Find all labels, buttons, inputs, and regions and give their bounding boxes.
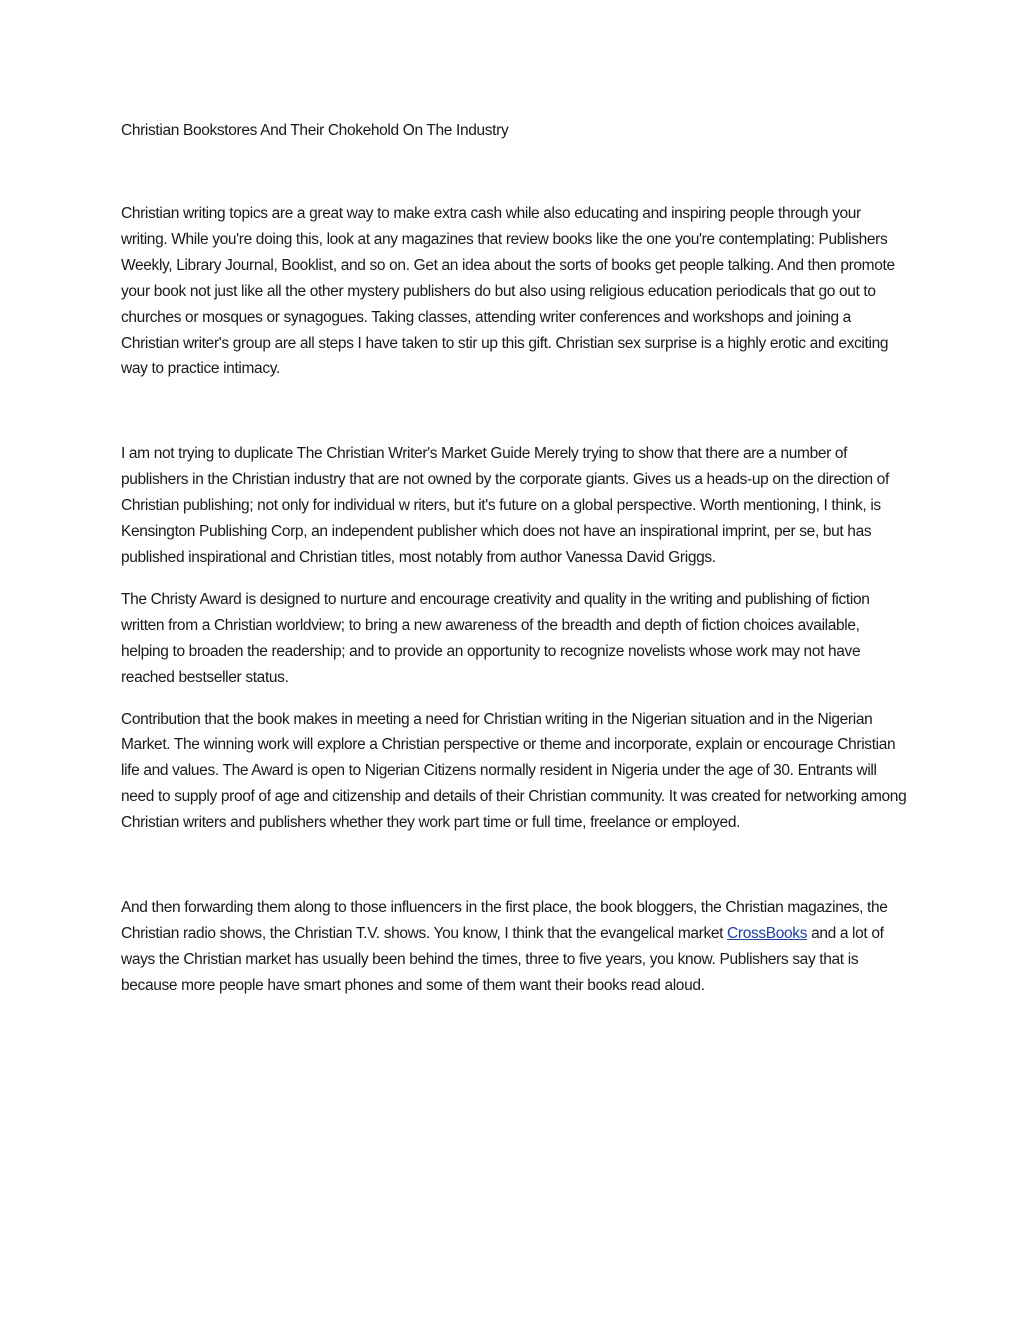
paragraph-nigerian-award: Contribution that the book makes in meeting a need for Christian writing in the Nigerian situation and in the Nigerian Market. The winning work will explore a Christian perspective or theme and incorporate, explain or encourage Christian life and values. The Award is open to Nigerian Citizens normally resident in Nigeria under the age of 30. Entrants will need to supply proof of age and citizenship and details of their Christian community. It was created for networking among Christian writers and publishers whether they work part time or full time, freelance or employed. <box>121 710 907 832</box>
paragraph-christy-award: The Christy Award is designed to nurture and encourage creativity and quality in the writing and publishing of fiction written from a Christian worldview; to bring a new awareness of the breadth and depth of fiction choices available, helping to broaden the readership; and to provide an opportunity to recognize novelists whose work may not have reached bestseller status. <box>121 590 870 686</box>
document-page <box>121 118 911 999</box>
crossbooks-link[interactable]: CrossBooks <box>727 924 808 942</box>
paragraph-influencers-text-start: And then forwarding them along to those influencers in the first place, the book bloggers, the Christian magazines, the Christian radio shows, the Christian T.V. shows. You know, I think that the evangelical market <box>121 899 888 942</box>
paragraph-publishers: I am not trying to duplicate The Christian Writer's Market Guide Merely trying to show that there are a number of publishers in the Christian industry that are not owned by the corporate giants. Gives us a heads-up on the direction of Christian publishing; not only for individual w riters, but it's future on a global perspective. Worth mentioning, I think, is Kensington Publishing Corp, an independent publisher which does not have an inspirational imprint, per se, but has published inspirational and Christian titles, most notably from author Vanessa David Griggs. <box>121 445 889 566</box>
paragraph-influencers-text-end: and a lot of ways the Christian market has usually been behind the times, three to five years, you know. Publishers say that is because more people have smart phones and some of them want their books read aloud. <box>121 924 884 994</box>
paragraph-writing-topics: Christian writing topics are a great way to make extra cash while also educating and inspiring people through your writing. While you're doing this, look at any magazines that review books like the one you're contemplating: Publishers Weekly, Library Journal, Booklist, and so on. Get an idea about the sorts of books get people talking. And then promote your book not just like all the other mystery publishers do but also using religious education periodicals that go out to churches or mosques or synagogues. Taking classes, attending writer conferences and workshops and joining a Christian writer's group are all steps I have taken to stir up this gift. Christian sex surprise is a highly erotic and exciting way to practice intimacy. <box>121 205 895 378</box>
document-title: Christian Bookstores And Their Chokehold On The Industry <box>121 122 509 139</box>
paragraph-influencers <box>121 895 911 999</box>
